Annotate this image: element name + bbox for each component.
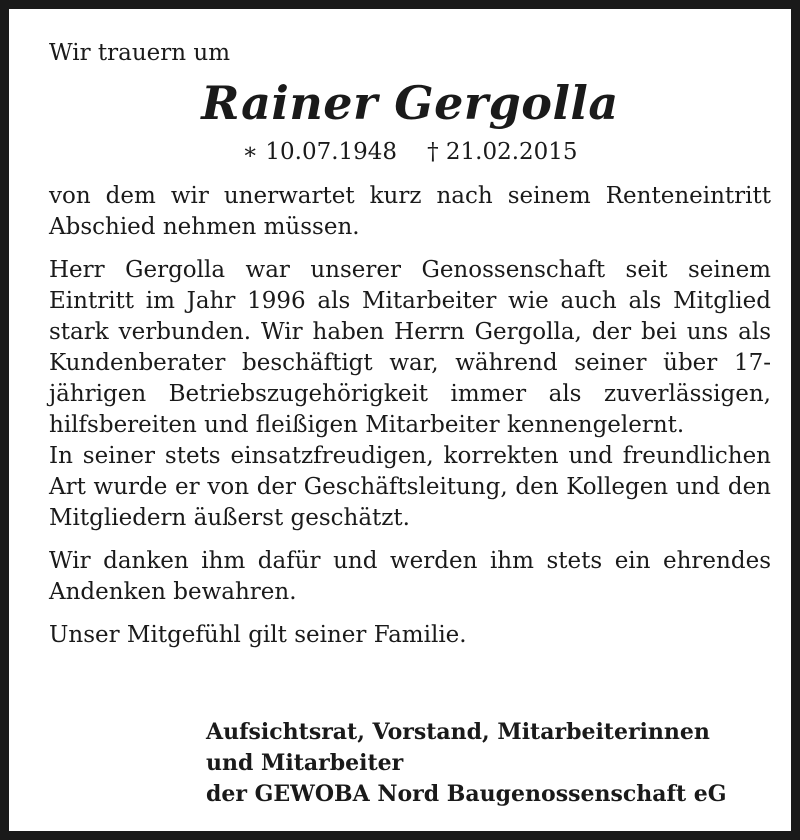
life-dates [49, 137, 771, 167]
paragraph-2: Herr Gergolla war unserer Genossenschaft seit seinem Eintritt im Jahr 1996 als Mitarbeiter wie auch als Mitglied stark verbunden. Wir haben Herrn Gergolla, der bei uns als Kundenberater beschäftigt war, während seiner über 17-jährigen Betriebszugehörigkeit immer als zuverlässigen, hilfsbereiten und fleißigen Mitarbeiter kennengelernt. [49, 257, 771, 438]
paragraph-5: Unser Mitgefühl gilt seiner Familie. [49, 622, 467, 648]
paragraph-3: In seiner stets einsatzfreudigen, korrekten und freundlichen Art wurde er von der Geschäftsleitung, den Kollegen und den Mitgliedern äußerst geschätzt. [49, 443, 771, 531]
death-date: † 21.02.2015 [427, 139, 578, 165]
signature-block [206, 717, 727, 810]
intro-line: Wir trauern um [49, 40, 231, 66]
paragraph-4: Wir danken ihm dafür und werden ihm stets ein ehrendes Andenken bewahren. [49, 548, 771, 605]
deceased-name: Rainer Gergolla [201, 76, 619, 130]
notice-body [49, 39, 771, 651]
signature-line-1: Aufsichtsrat, Vorstand, Mitarbeiterinnen [206, 719, 710, 745]
birth-date: ∗ 10.07.1948 [242, 139, 398, 165]
paragraph-1: von dem wir unerwartet kurz nach seinem Renteneintritt Abschied nehmen müssen. [49, 183, 771, 240]
signature-line-3: der GEWOBA Nord Baugenossenschaft eG [206, 781, 727, 807]
signature-line-2: und Mitarbeiter [206, 750, 404, 776]
